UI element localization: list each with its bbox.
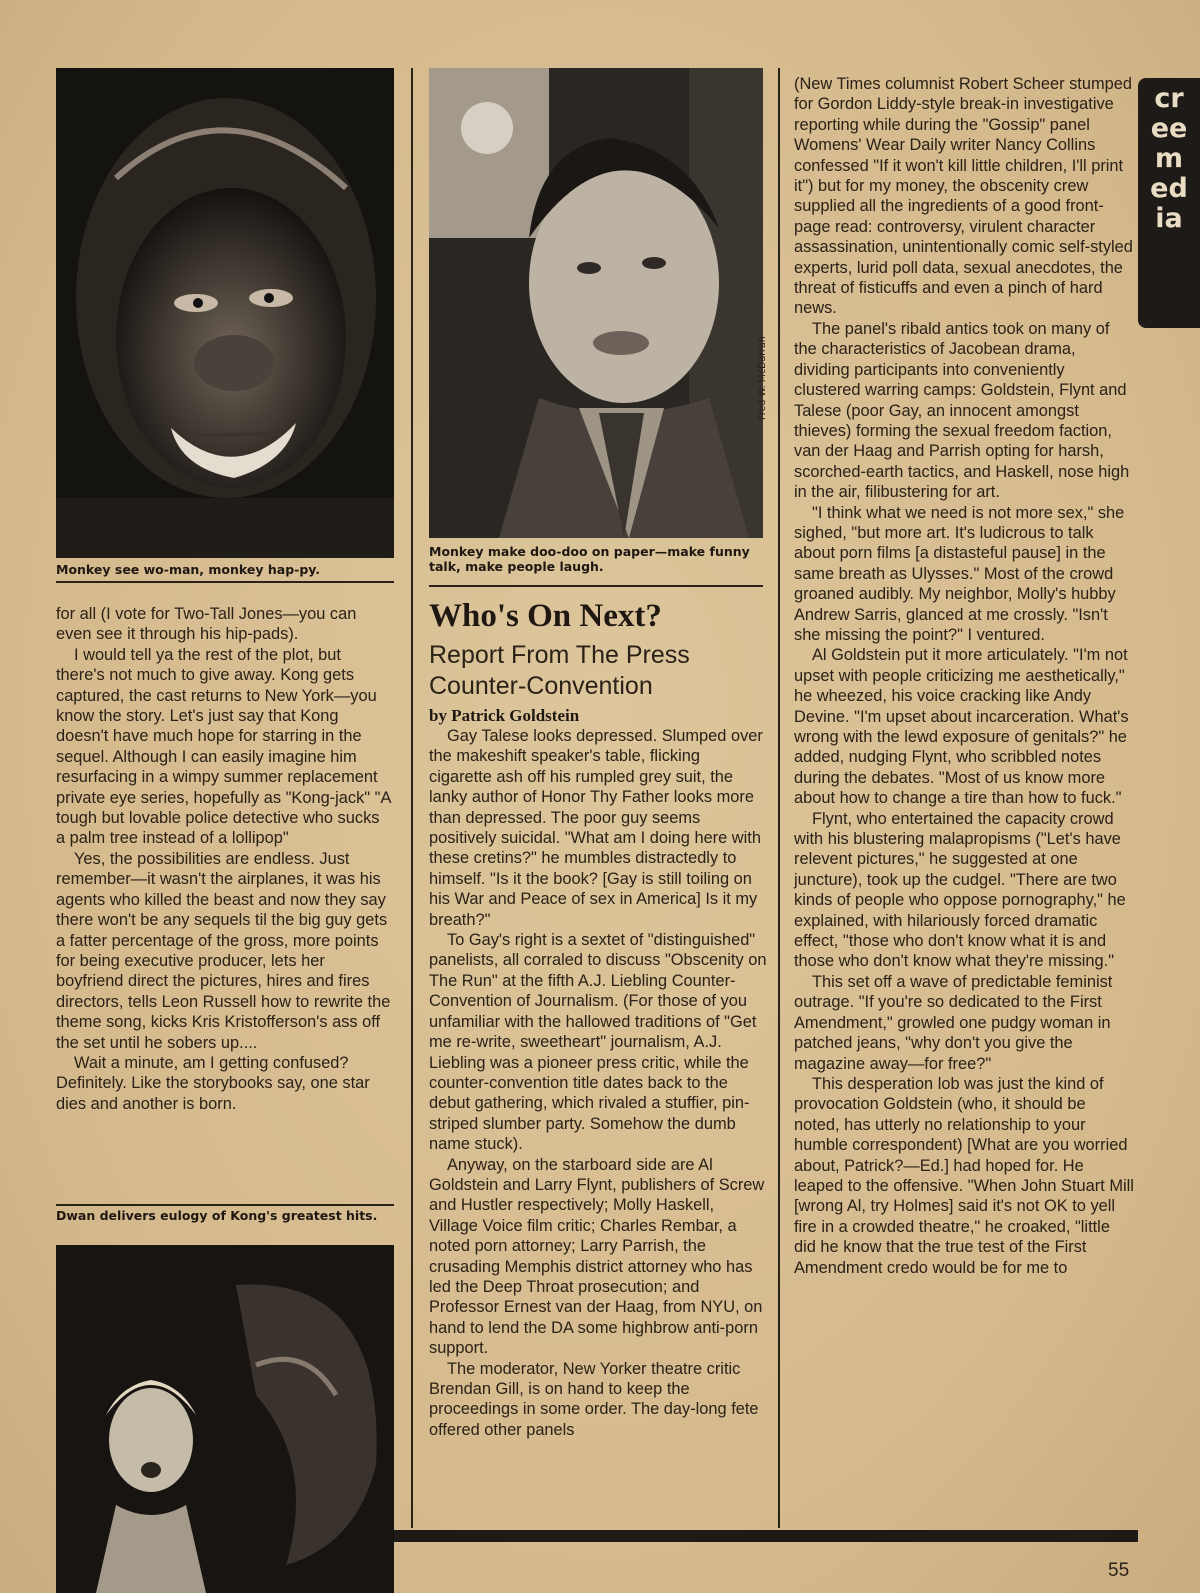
gorilla-photo	[56, 68, 394, 558]
paragraph: Anyway, on the starboard side are Al Goldstein and Larry Flynt, publishers of Screw and Hustler respectively; Molly Haskell, Village Voice film critic; Charles Rembar, a noted porn attorney; Larry Parrish, the crusading Memphis district attorney who has led the Deep Throat prosecution; and Professor Ernest van der Haag, from NYU, on hand to lend the DA some highbrow anti-porn support.	[429, 1155, 765, 1358]
paragraph: "I think what we need is not more sex," she sighed, "but more art. It's ludicrous to talk about porn films [a distasteful pause] in the same breath as Ulysses." Most of the crowd groaned audibly. My neighbor, Molly's hubby Andrew Sarris, glanced at me crossly. "Isn't she missing the point?" I ventured.	[794, 503, 1125, 644]
paragraph: Wait a minute, am I getting confused? Definitely. Like the storybooks say, one star dies and another is born.	[56, 1053, 370, 1113]
paragraph: (New Times columnist Robert Scheer stumped for Gordon Liddy-style break-in investigative reporting while during the "Gossip" panel Womens' Wear Daily writer Nancy Collins confessed "If it won't kill little children, I'll print it") but for my money, the obscenity crew supplied all the ingredients of a good front-page read: controversy, virulent character assassination, unintentionally comic self-styled experts, lurid poll data, sexual anecdotes, the threat of fisticuffs and even a pinch of hard news.	[794, 75, 1133, 318]
paragraph: The panel's ribald antics took on many of the characteristics of Jacobean drama, dividing participants into conveniently clustered warring camps: Goldstein, Flynt and Talese (poor Gay, an innocent amongst thieves) forming the sexual freedom faction, van der Haag and Parrish opting for harsh, scorched-earth tactics, and Haskell, nose high in the air, filibustering for art.	[794, 319, 1130, 502]
caption-rule-1	[56, 581, 394, 583]
portrait-photo-caption: Monkey make doo-doo on paper—make funny talk, make people laugh.	[429, 544, 750, 574]
paragraph: Flynt, who entertained the capacity crowd with his blustering malapropisms ("Let's have relevent pictures," he suggested at one juncture), took up the cudgel. "There are two kinds of people who oppose pornography," he explained, with hilariously forced dramatic effect, "those who don't know what it is and those who don't know what they're missing."	[794, 809, 1126, 971]
paragraph: Gay Talese looks depressed. Slumped over the makeshift speaker's table, flicking cigarette ash off his rumpled grey suit, the lanky author of Honor Thy Father looks more than depressed. The poor guy seems positively suicidal. "What am I doing here with these cretins?" he mumbles distractedly to himself. "Is it the book? [Gay is still toiling on his War and Peace of sex in America] Is it my breath?"	[429, 727, 763, 929]
section-tab	[1138, 78, 1200, 328]
paragraph: Al Goldstein put it more articulately. "I'm not upset with people criticizing me aesthetically," he wheezed, his voice cracking like Andy Devine. "I'm upset about incarceration. What's wrong with the lewd exposure of genitals?" he added, nudging Flynt, who scribbled notes during the debates. "Most of us know more about how to change a tire than how to fuck."	[794, 646, 1129, 808]
paragraph: This set off a wave of predictable feminist outrage. "If you're so dedicated to the First Amendment," growled one pudgy woman in patched jeans, "why don't you give the magazine away—for free?"	[794, 972, 1113, 1073]
paragraph: I would tell ya the rest of the plot, but there's not much to give away. Kong gets captured, the cast returns to New York—you know the story. Let's just say that Kong doesn't have much hope for starring in the sequel. Although I can easily imagine him resurfacing in a wimpy summer replacement private eye series, hopefully as "Kong-jack" "A tough but lovable police detective who sucks a palm tree instead of a lollipop"	[56, 645, 391, 848]
column-1-text	[56, 604, 392, 1114]
column-divider-2	[778, 68, 780, 1528]
article-headline: Who's On Next?	[429, 598, 662, 634]
footer-rule	[394, 1530, 1138, 1542]
column-divider-1	[411, 68, 413, 1528]
caption-rule-2	[429, 585, 763, 587]
photo-credit: Fred W. McDarrah	[757, 336, 768, 420]
paragraph: for all (I vote for Two-Tall Jones—you can even see it through his hip-pads).	[56, 605, 357, 644]
portrait-photo	[429, 68, 763, 538]
gorilla-photo-caption: Monkey see wo-man, monkey hap-py.	[56, 562, 321, 577]
dwan-photo	[56, 1245, 394, 1593]
paragraph: To Gay's right is a sextet of "distinguished" panelists, all corraled to discuss "Obscenity on The Run" at the fifth A.J. Liebling Counter-Convention of Journalism. (For those of you unfamiliar with the hallowed traditions of "Get me re-write, sweetheart" journalism, A.J. Liebling was a pioneer press critic, while the counter-convention title dates back to the debut gathering, which rivaled a stuffier, pin-striped slumber party. Somehow the dumb name stuck).	[429, 931, 767, 1154]
page-number: 55	[1108, 1560, 1130, 1581]
column-3-text	[794, 74, 1134, 1278]
article-byline: by Patrick Goldstein	[429, 706, 580, 725]
paragraph: Yes, the possibilities are endless. Just remember—it wasn't the airplanes, it was his agents who killed the beast and now they say there won't be any sequels til the big guy gets a fatter percentage of the gross, more points for being executive producer, lets her boyfriend direct the pictures, hires and fires directors, tells Leon Russell how to rewrite the theme song, kicks Kris Kristofferson's ass off the set until he sobers up....	[56, 849, 391, 1052]
article-subhead: Report From The Press Counter-Convention	[429, 641, 690, 700]
column-2-text	[429, 726, 767, 1440]
dwan-photo-caption: Dwan delivers eulogy of Kong's greatest hits.	[56, 1208, 378, 1223]
paragraph: The moderator, New Yorker theatre critic Brendan Gill, is on hand to keep the proceedings in some order. The day-long fete offered other panels	[429, 1359, 759, 1439]
paragraph: This desperation lob was just the kind of provocation Goldstein (who, it should be noted, has utterly no relationship to your humble correspondent) [What are you worried about, Patrick?—Ed.] had hoped for. He leaped to the offensive. "When John Stuart Mill [wrong Al, try Holmes] said it's not OK to yell fire in a crowded theatre," he croaked, "little did he know that the true test of the First Amendment credo would be for me to	[794, 1074, 1134, 1277]
caption-rule-3	[56, 1204, 394, 1206]
section-tab-label: creemedia	[1150, 83, 1188, 234]
